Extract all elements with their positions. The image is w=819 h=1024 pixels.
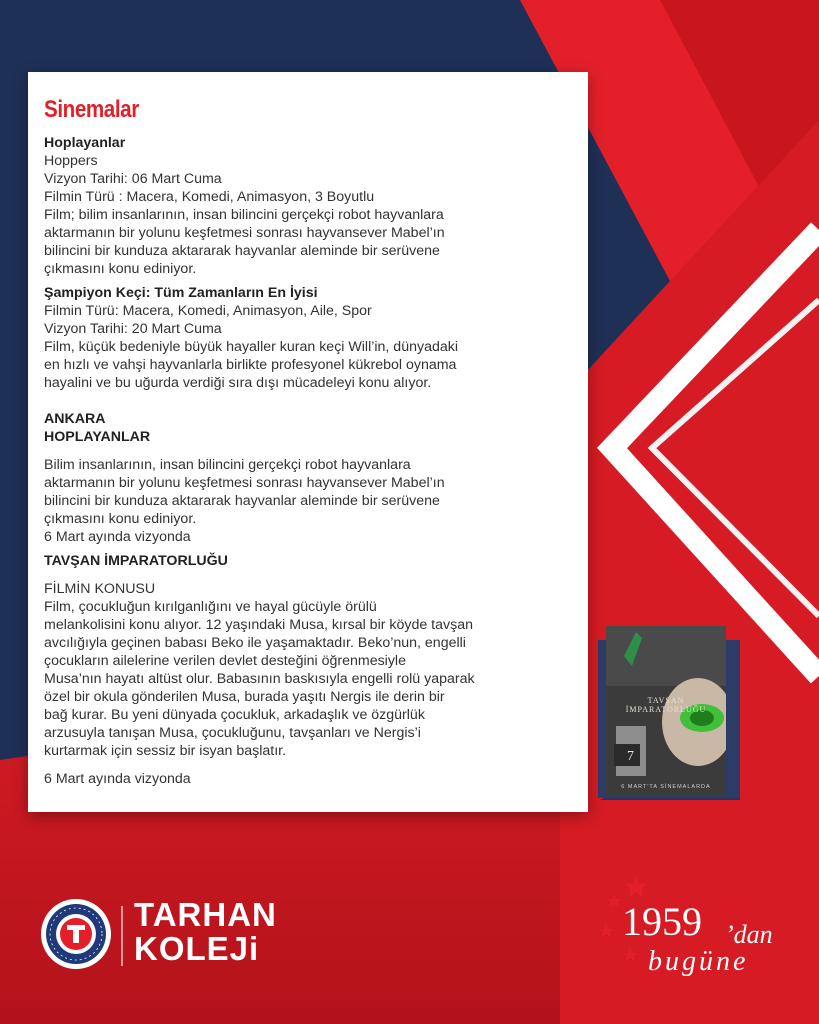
movie-release: Vizyon Tarihi: 20 Mart Cuma — [44, 321, 222, 337]
movie-title: Hoplayanlar — [44, 135, 126, 151]
movie-genre: Filmin Türü : Macera, Komedi, Animasyon, 3 Boyutlu — [44, 189, 375, 205]
movie-original-title: Hoppers — [44, 153, 98, 169]
movie-hoplayanlar — [44, 134, 574, 278]
city-heading: ANKARA — [44, 411, 106, 427]
movie-release: 6 Mart ayında vizyonda — [44, 529, 191, 545]
movie-summary-line: Film, küçük bedeniyle büyük hayaller kuran keçi Will’in, dünyadaki — [44, 339, 458, 355]
page-title: Sinemalar — [44, 96, 139, 123]
movie-summary-line: avcılığıyla geçinen babası Beko ile yaşamaktadır. Beko’nun, engelli — [44, 635, 466, 651]
movie-summary-line: en hızlı ve vahşi hayvanlarla birlikte profesyonel kükrebol oynama — [44, 357, 457, 373]
movie-summary-line: bilincini bir kunduza aktararak hayvanlar aleminde bir serüvene — [44, 243, 440, 259]
movie-summary-line: kurtarmak için sessiz bir isyan başlatır. — [44, 743, 287, 759]
movie-summary-line: özel bir okula gönderilen Musa, burada yaşıtı Nergis ile derin bir — [44, 689, 445, 705]
movie-summary-line: çocukların ailelerine verilen devlet desteğini öğrenmesiyle — [44, 653, 406, 669]
movie-title: TAVŞAN İMPARATORLUĞU — [44, 553, 228, 569]
ankara-section — [44, 410, 574, 788]
movie-summary-line: aktarmanın bir yolunu keşfetmesi sonrası hayvansever Mabel’ın — [44, 225, 445, 241]
movie-summary-line: aktarmanın bir yolunu keşfetmesi sonrası hayvansever Mabel’ın — [44, 475, 445, 491]
movie-summary-line: çıkmasını konu ediniyor. — [44, 261, 197, 277]
since-script: bugüne — [648, 946, 749, 977]
movie-summary-line: Bilim insanlarının, insan bilincini gerçekçi robot hayvanlara — [44, 457, 411, 473]
brand-divider — [121, 906, 123, 966]
movie-sampiyon-keci — [44, 284, 574, 392]
since-suffix: ’dan — [725, 920, 773, 949]
svg-text:7: 7 — [627, 749, 634, 764]
movie-summary-line: Film; bilim insanlarının, insan bilincini gerçekçi robot hayvanlara — [44, 207, 444, 223]
movie-summary-line: melankolisini konu alıyor. 12 yaşındaki Musa, kırsal bir köyde tavşan — [44, 617, 473, 633]
movie-release: Vizyon Tarihi: 06 Mart Cuma — [44, 171, 222, 187]
movie-summary-line: bilincini bir kunduza aktararak hayvanlar aleminde bir serüvene — [44, 493, 440, 509]
movie-summary-line: hayalini ve bu uğurda verdiği sıra dışı mücadeleyi konu alıyor. — [44, 375, 432, 391]
brand-line1: TARHAN — [134, 896, 277, 933]
movie-summary-line: Film, çocukluğun kırılganlığını ve hayal gücüyle örülü — [44, 599, 377, 615]
poster-release-text: 6 MART'TA SİNEMALARDA — [621, 784, 711, 790]
brand-line2: KOLEJi — [134, 930, 260, 967]
movie-summary-line: bağ kurar. Bu yeni dünyada çocukluk, arkadaşlık ve özgürlük — [44, 707, 425, 723]
since-year: 1959 — [622, 899, 702, 944]
seal-icon — [40, 898, 112, 970]
school-seal-logo — [40, 898, 112, 970]
movie-summary-line: çıkmasını konu ediniyor. — [44, 511, 197, 527]
movie-summary-line: Musa’nın hayatı altüst olur. Babasının baskısıyla engelli rolü yaparak — [44, 671, 475, 687]
poster-title: TAVŞAN İMPARATORLUĞU — [625, 696, 707, 714]
movie-poster — [606, 626, 726, 796]
brand-name — [134, 898, 277, 966]
movie-genre: Filmin Türü: Macera, Komedi, Animasyon, Aile, Spor — [44, 303, 372, 319]
movie-release: 6 Mart ayında vizyonda — [44, 771, 191, 787]
movie-title: HOPLAYANLAR — [44, 429, 151, 445]
content-body — [44, 96, 574, 788]
content-card — [28, 72, 588, 812]
movie-summary-line: arzusuyla tanışan Musa, çocukluğunu, tavşanları ve Nergis’i — [44, 725, 421, 741]
movie-subhead: FİLMİN KONUSU — [44, 581, 156, 597]
movie-title: Şampiyon Keçi: Tüm Zamanların En İyisi — [44, 285, 318, 301]
